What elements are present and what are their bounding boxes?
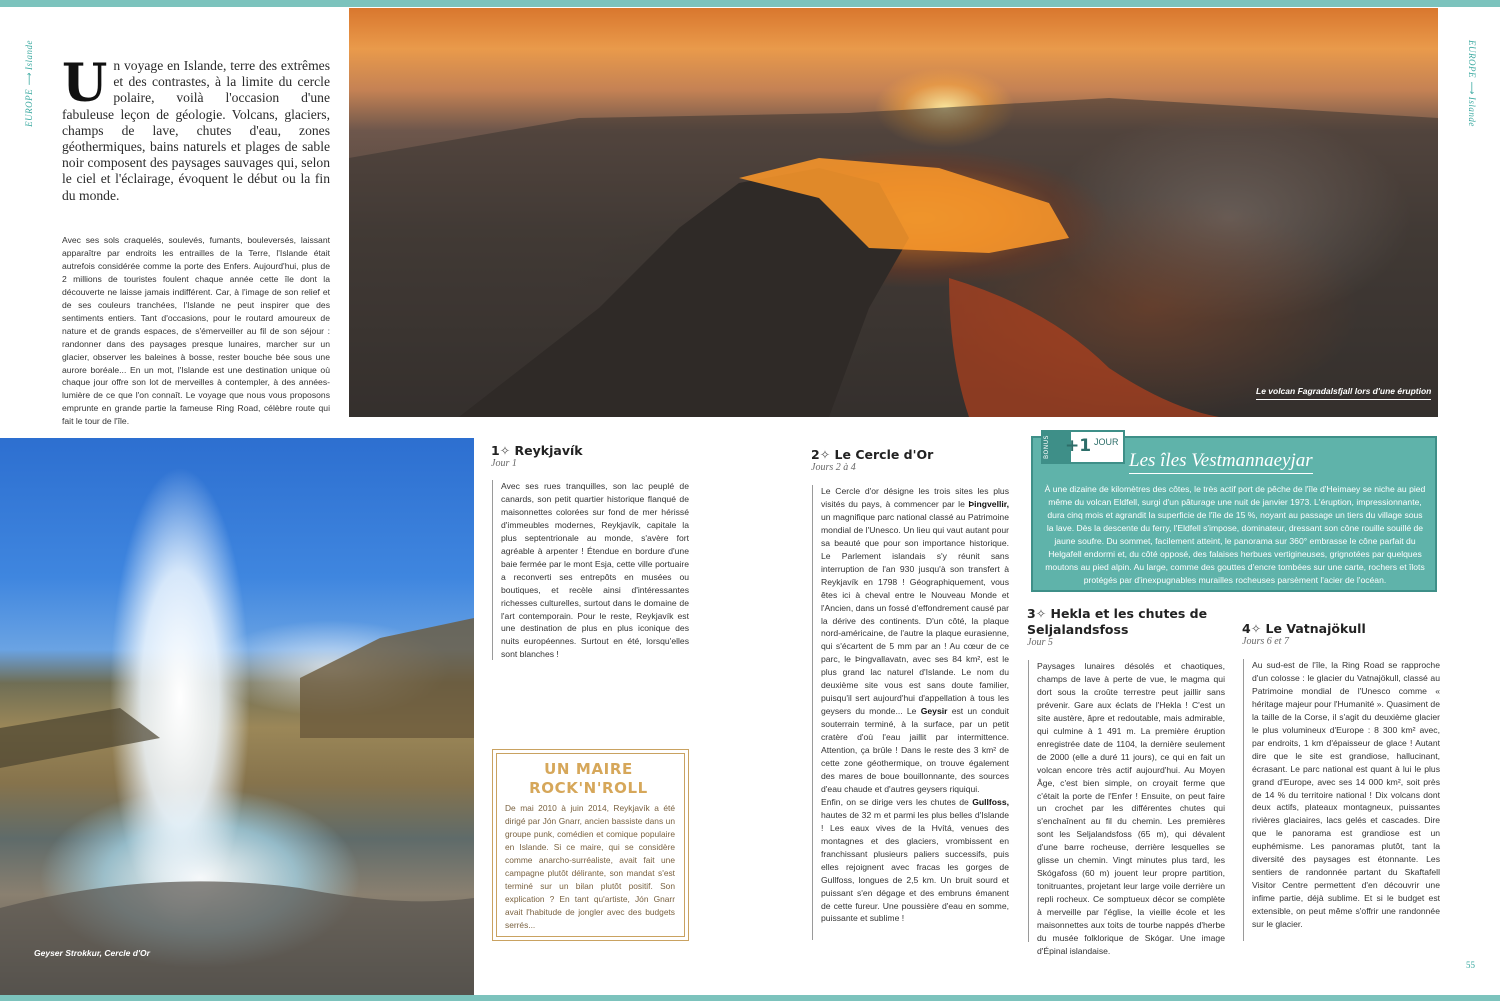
section-4-number: 4: [1242, 621, 1251, 636]
bold-term: Þingvellir,: [968, 498, 1009, 509]
text-run: est un conduit souterrain terminé, à la surface, par un petit cratère d'où l'eau jaillit par intermittence. Attention, ça brûle ! Dans le reste des 3 km² de cette zone géothermique, on trouve également des mares de boue bouillonnante, des sources d'eau chaude et d'autres geysers riquiqui.: [821, 706, 1009, 794]
sidebar-box-maire: [492, 749, 689, 941]
bonus-box-vestmannaeyjar: [1031, 436, 1437, 592]
bold-term: Geysir: [920, 706, 948, 717]
bonus-label: BONUS: [1043, 432, 1071, 462]
intro-lead: [62, 53, 330, 204]
section-2-title: [811, 447, 933, 463]
section-1-day: Jour 1: [491, 458, 517, 469]
volcano-cone-shape: [349, 8, 1438, 417]
running-head-left: EUROPE ⟶ Islande: [24, 40, 34, 127]
section-1-title: [491, 443, 583, 459]
bottom-border: [0, 995, 1500, 1001]
section-3-text: Paysages lunaires désolés et chaotiques, champs de lave à perte de vue, le magma qui dort sous la croûte terrestre peut jaillir sans prévenir. Gare aux éclats de l'Hekla ! C'est un site austère, âpre et redoutable, mais admirable, qui culmine à 1 491 m. La première éruption enregistrée date de 1104, la dernière seulement de 2000 (elle a duré 11 jours), ce qui en fait un volcan encore très actif aujourd'hui. Au Moyen Âge, c'est bien simple, on croyait ferme que c'était la porte de l'Enfer ! Ensuite, on peut faire un crochet par les différentes chutes qui s'enchaînent au fil du chemin. Les premières sont les Seljalandsfoss (65 m), qui dévalent d'une barre rocheuse, derrière lesquelles se glisse un chemin. Vingt minutes plus tard, les Skógafoss (60 m) jouent leur propre partition, tonitruantes, projetant leur large voile derrière un repli rocheux. Ce somptueux décor se complète à merveille par l'église, la vieille école et les maisonnettes aux toits de tourbe nappés d'herbe du musée folklorique de Skógar. Une image d'Épinal islandaise.: [1028, 660, 1225, 942]
section-3-title: [1027, 606, 1227, 638]
bold-term: Gullfoss,: [972, 796, 1009, 807]
compass-star-icon: ✧: [1250, 621, 1262, 636]
top-border: [0, 0, 1500, 7]
section-4-text: Au sud-est de l'île, la Ring Road se rapproche d'un colosse : le glacier du Vatnajökull, classé au Patrimoine mondial de l'Unesco comme « héritage majeur pour l'Humanité ». Quasiment de la taille de la Corse, il s'agit du deuxième glacier le plus volumineux d'Europe : 8 300 km² avec, par endroits, 1 km d'épaisseur de glace ! Autant dire que le site est grandiose, hallucinant, écrasant. Le parc national est quant à lui le plus grand d'Europe, avec ses 14 000 km², soit près de 14 % du territoire national ! Dix volcans dont deux actifs, plateaux montagneux, puissantes rivières glaciaires, lacs gelés et cascades. Dire que le panorama est grandiose est un euphémisme. Les panoramas plutôt, tant la diversité des paysages est étonnante. Les sentiers de randonnée partant du Skaftafell Visitor Centre permettent d'en découvrir une infime partie, déjà sublime. Et si le budget est extensible, on peut même s'offrir une randonnée sur le glacier.: [1243, 659, 1440, 941]
bonus-box-title: Les îles Vestmannaeyjar: [1129, 450, 1313, 474]
geyser-caption: Geyser Strokkur, Cercle d'Or: [34, 948, 150, 958]
geyser-photo: [0, 438, 474, 995]
section-4-title: [1242, 621, 1366, 637]
compass-star-icon: ✧: [819, 447, 831, 462]
section-1-name: Reykjavík: [514, 443, 583, 458]
page-number: 55: [1466, 960, 1475, 970]
volcano-photo: [349, 8, 1438, 417]
bonus-box-text: À une dizaine de kilomètres des côtes, le très actif port de pêche de l'île d'Heimaey se niche au pied même du volcan Eldfell, surgi d'un pâturage une nuit de janvier 1973. L'éruption, impressionnante, dura cinq mois et agrandit la superficie de l'île de 15 %, noyant au passage un tiers du village sous la lave. Dès la descente du ferry, l'Eldfell s'impose, dominateur, dressant son cône rouille souillé de jaune soufre. Du sommet, facilement atteint, le panorama sur 360° embrasse le cône parfait du Helgafell endormi et, du côté opposé, des falaises herbues vertigineuses, grignotées par quelques moutons au pied alpin. Au large, comme des gouttes d'encre tombées sur une carte, rochers et îlots protégés par d'inexpugnables murailles rocheuses parsèment l'acier de l'océan.: [1044, 484, 1426, 585]
section-1-text: Avec ses rues tranquilles, son lac peuplé de canards, son petit quartier historique flanqué de maisonnettes colorées sur fond de mer hérissé d'immeubles modernes, Reykjavík, capitale la plus septentrionale au monde, s'avère fort agréable à arpenter ! Étendue en bordure d'une baie fermée par le mont Esja, cette ville portuaire a reconverti ses entrepôts en musées ou boutiques, et recèle ainsi d'intéressantes richesses culturelles, surtout dans le domaine de l'art contemporain. Pour le reste, Reykjavík est une destination de plus en plus iconique des nuits européennes. Surtout en été, lorsqu'elles sont blanches !: [492, 480, 689, 660]
compass-star-icon: ✧: [499, 443, 511, 458]
compass-star-icon: ✧: [1035, 606, 1047, 621]
drop-cap: U: [62, 53, 108, 114]
text-run: Le Cercle d'or désigne les trois sites les plus visités du pays, à commencer par le: [821, 486, 1009, 509]
running-head-right: EUROPE ⟶ Islande: [1467, 40, 1477, 127]
section-2-number: 2: [811, 447, 820, 462]
bonus-day-stamp: [1041, 430, 1125, 464]
text-run: hautes de 32 m et parmi les plus belles d'Islande ! Les eaux vives de la Hvítá, venues des montagnes et des glaciers, vrombissent en franchissant plusieurs paliers successifs, puis elles rejoignent avec fracas les gorges de Gullfoss, longues de 2,5 km. Un bruit sourd et puissant s'en dégage et des embruns émanent de cette fureur. Une poussière d'eau en somme, puissante et sublime !: [821, 809, 1009, 924]
section-3-day: Jour 5: [1027, 637, 1053, 648]
section-4-day: Jours 6 et 7: [1242, 636, 1289, 647]
geyser-landscape-shape: [0, 438, 474, 995]
section-1-number: 1: [491, 443, 500, 458]
volcano-caption: Le volcan Fagradalsfjall lors d'une éruption: [1256, 386, 1431, 400]
box-maire-text: De mai 2010 à juin 2014, Reykjavík a été dirigé par Jón Gnarr, ancien bassiste dans un groupe punk, comédien et comique populaire en Islande. Si ce maire, qui se considère comme anarcho-surréaliste, avait fait une campagne plutôt délirante, son mandat s'est terminé sur un bilan plutôt positif. Son explication ? En tant qu'artiste, Jón Gnarr avait l'habitude de jongler avec des budgets serrés...: [505, 803, 675, 930]
text-run: Enfin, on se dirige vers les chutes de: [821, 796, 973, 807]
box-maire-title: UN MAIRE ROCK'N'ROLL: [529, 760, 648, 797]
section-3-number: 3: [1027, 606, 1036, 621]
text-run: un magnifique parc national classé au Patrimoine mondial de l'Unesco. Un lieu qui vaut autant pour sa beauté que pour son importance historique. Le Parlement islandais s'y réunit sans interruption de l'an 930 jusqu'à son transfert à Reykjavík en 1798 ! Géographiquement, vous êtes ici à cheval entre le Nouveau Monde et l'Ancien, dans un fossé d'effondrement causé par la dérive des continents. D'un côté, la plaque nord-américaine, de l'autre la plaque eurasienne, qui s'écartent de 5 mm par an ! Au cœur de ce parc, le Þingvallavatn, avec ses 84 km², est le plus grand lac naturel d'Islande. Le nom du deuxième site vous est sans doute familier, puisqu'il sert aujourd'hui d'appellation à tous les geysers du monde... Le: [821, 511, 1009, 717]
section-2-day: Jours 2 à 4: [811, 462, 856, 473]
section-2-text: [812, 485, 1009, 940]
section-3-name: Hekla et les chutes de Seljalandsfoss: [1027, 606, 1208, 637]
section-4-name: Le Vatnajökull: [1265, 621, 1366, 636]
bonus-jour-label: JOUR: [1094, 437, 1119, 447]
section-2-name: Le Cercle d'Or: [834, 447, 934, 462]
intro-lead-text: n voyage en Islande, terre des extrêmes et des contrastes, à la limite du cercle polaire, voilà l'occasion d'une fabuleuse leçon de géologie. Volcans, glaciers, champs de lave, chutes d'eau, zones géothermiques, bains naturels et plages de sable noir composent des paysages sauvages qui, selon le ciel et l'éclairage, évoquent le début ou la fin du monde.: [62, 58, 330, 203]
intro-body: Avec ses sols craquelés, soulevés, fumants, bouleversés, laissant apparaître par endroits les entrailles de la Terre, l'Islande était autrefois considérée comme la porte des Enfers. Aujourd'hui, plus de 2 millions de touristes foulent chaque année cette île dont la découverte ne laisse jamais indifférent. Car, à l'image de son relief et de ses couleurs tranchées, l'Islande ne peut inspirer que des sentiments entiers. Tant d'occasions, pour le routard amoureux de nature et de grands espaces, de s'émerveiller au fil de son séjour : randonner dans des paysages presque lunaires, marcher sur un glacier, observer les baleines à bosse, rester bouche bée sous une aurore boréale... En un mot, l'Islande est une destination unique où chaque jour offre son lot de merveilles à contempler, à des années-lumière de ce que l'on connaît. Le voyage que nous vous proposons emprunte en grande partie la fameuse Ring Road, célèbre route qui fait le tour de l'île.: [62, 235, 330, 427]
bonus-plus-one: +1: [1065, 436, 1092, 456]
